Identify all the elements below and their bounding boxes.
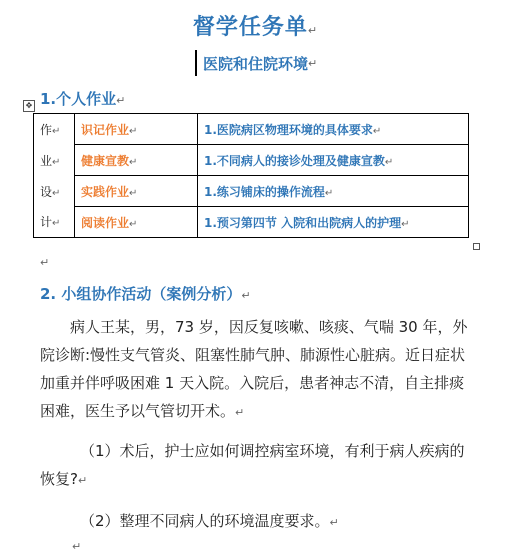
left-label-cell[interactable]: 设↵ [34, 176, 75, 207]
task-type-cell[interactable]: 阅读作业↵ [75, 207, 198, 238]
section2-heading: 2. 小组协作活动（案例分析）↵ [40, 285, 251, 303]
table-row [34, 114, 469, 145]
task-content-cell[interactable]: 1.医院病区物理环境的具体要求↵ [198, 114, 469, 145]
paragraph-mark: ↵ [307, 24, 319, 37]
left-label-cell[interactable]: 作↵ [34, 114, 75, 145]
subtitle-line [195, 50, 317, 76]
table-row [34, 207, 469, 238]
paragraph-mark: ↵ [77, 474, 88, 487]
table-move-handle-icon[interactable]: ✥ [23, 100, 35, 112]
left-label-cell[interactable]: 业↵ [34, 145, 75, 176]
paragraph-mark: ↵ [40, 256, 50, 269]
task-type-cell[interactable]: 健康宣教↵ [75, 145, 198, 176]
task-content-cell[interactable]: 1.练习铺床的操作流程↵ [198, 176, 469, 207]
section1-heading: 1.个人作业↵ [40, 90, 126, 108]
paragraph-mark: ↵ [329, 516, 339, 529]
document-title: 督学任务单↵ [192, 15, 319, 40]
paragraph-mark: ↵ [308, 56, 318, 70]
task-type-cell[interactable]: 实践作业↵ [75, 176, 198, 207]
task-content-cell[interactable]: 1.不同病人的接诊处理及健康宣教↵ [198, 145, 469, 176]
task-table [33, 113, 469, 238]
paragraph-mark: ↵ [116, 94, 126, 107]
document-subtitle: 医院和住院环境 [203, 54, 309, 73]
table-row [34, 176, 469, 207]
task-content-cell[interactable]: 1.预习第四节 入院和出院病人的护理↵ [198, 207, 469, 238]
task-type-cell[interactable]: 识记作业↵ [75, 114, 198, 145]
case-paragraph: 病人王某，男，73 岁，因反复咳嗽、咳痰、气喘 30 年，外院诊断:慢性支气管炎、阻塞性肺气肿、肺源性心脏病。近日症状加重并伴呼吸困难 1 天入院。入院后，患者神志不清，自主排痰困难，医生予以气管切开术。↵ [40, 318, 468, 420]
left-label-cell[interactable]: 计↵ [34, 207, 75, 238]
text-cursor [195, 50, 197, 76]
question-1: （1）术后，护士应如何调控病室环境，有利于病人疾病的恢复?↵ [40, 442, 465, 488]
table-resize-handle[interactable] [473, 243, 480, 250]
paragraph-mark: ↵ [72, 540, 82, 553]
question-2: （2）整理不同病人的环境温度要求。↵ [80, 512, 339, 530]
paragraph-mark: ↵ [241, 289, 251, 302]
table-row [34, 145, 469, 176]
paragraph-mark: ↵ [235, 406, 245, 419]
